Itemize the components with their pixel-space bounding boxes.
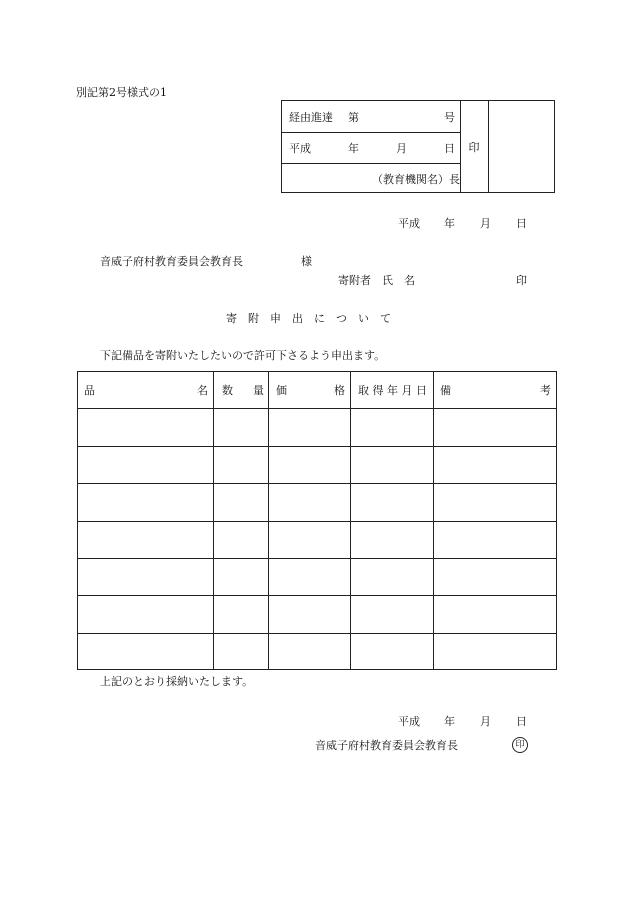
addressee-honorific: 様: [301, 255, 312, 268]
routing-box: [281, 100, 555, 193]
routing-divider: [488, 101, 489, 192]
footer-date-year: 年: [444, 715, 455, 728]
routing-seal: 印: [468, 141, 480, 154]
table-row-divider: [78, 633, 556, 634]
routing-year: 年: [348, 142, 359, 155]
header-item-a: 品: [84, 384, 95, 397]
routing-divider: [282, 132, 460, 133]
header-item-b: 名: [197, 384, 208, 397]
footer-date-day: 日: [516, 715, 527, 728]
header-note-b: 考: [540, 384, 551, 397]
footer-signatory: 音威子府村教育委員会教育長: [315, 739, 458, 752]
table-row-divider: [78, 446, 556, 447]
header-acquired-date: 取 得 年 月 日: [358, 384, 427, 397]
header-note-a: 備: [440, 384, 451, 397]
table-row-divider: [78, 521, 556, 522]
table-row-divider: [78, 483, 556, 484]
intro-text: 下記備品を寄附いたしたいので許可下さるよう申出ます。: [100, 349, 386, 362]
footer-date-month: 月: [480, 715, 491, 728]
footer-text: 上記のとおり採納いたします。: [100, 675, 254, 688]
date-month: 月: [480, 217, 491, 230]
footer-date-era: 平成: [398, 715, 420, 728]
date-day: 日: [516, 217, 527, 230]
official-seal-icon: 印: [512, 737, 528, 753]
routing-day: 日: [444, 142, 455, 155]
routing-month: 月: [396, 142, 407, 155]
table-row-divider: [78, 558, 556, 559]
header-qty-b: 量: [253, 384, 264, 397]
donor-label: 寄附者 氏 名: [338, 274, 415, 287]
date-year: 年: [444, 217, 455, 230]
routing-go: 号: [444, 111, 455, 124]
header-price-a: 価: [276, 384, 287, 397]
routing-divider: [282, 163, 460, 164]
table-row-divider: [78, 408, 556, 409]
routing-dai: 第: [348, 111, 359, 124]
document-title: 寄 附 申 出 に つ い て: [226, 312, 391, 325]
routing-agency-head: （教育機関名）長: [372, 173, 460, 186]
donation-items-table: [77, 371, 557, 670]
addressee-name: 音威子府村教育委員会教育長: [100, 255, 243, 268]
date-era: 平成: [398, 217, 420, 230]
table-row-divider: [78, 595, 556, 596]
routing-via-label: 経由進達: [289, 111, 333, 124]
header-qty-a: 数: [222, 384, 233, 397]
routing-era: 平成: [289, 142, 311, 155]
donor-seal: 印: [516, 274, 527, 287]
header-price-b: 格: [334, 384, 345, 397]
form-label: 別記第2号様式の1: [76, 86, 167, 99]
